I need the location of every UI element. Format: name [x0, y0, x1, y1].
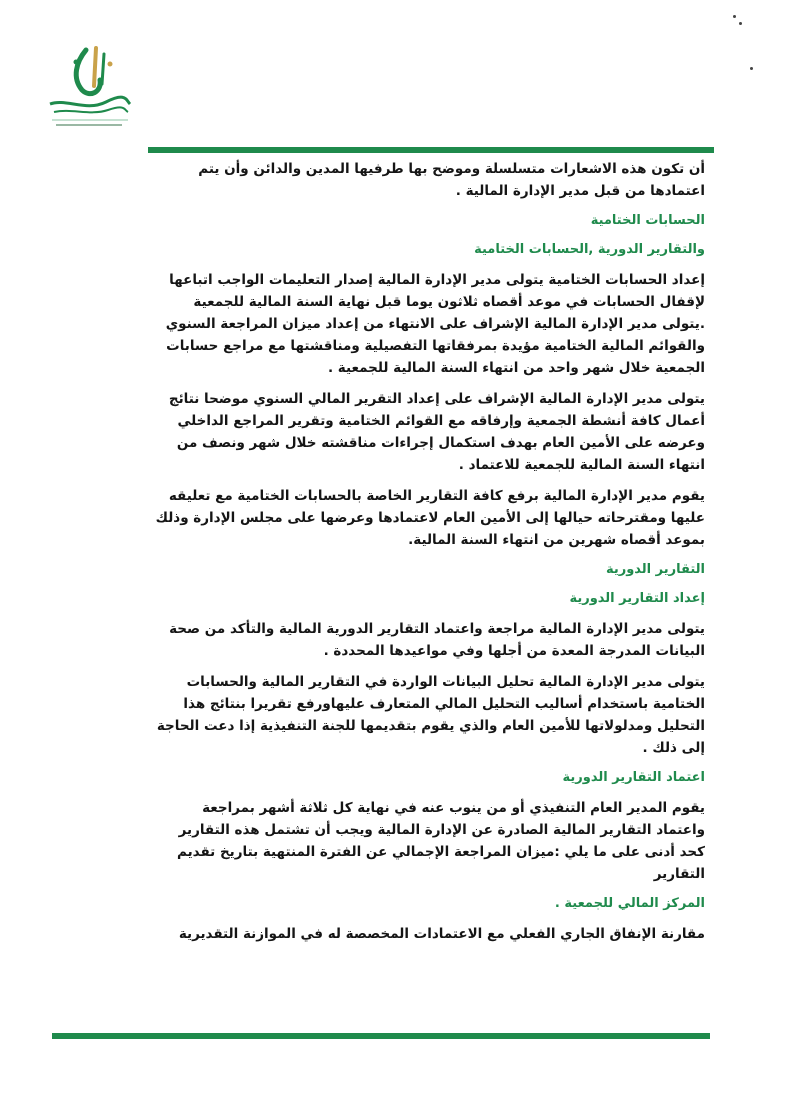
body-paragraph: يتولى مدير الإدارة المالية الإشراف على إعداد التقرير المالي السنوي موضحا نتائج أعمال كافة أنشطة الجمعية وإرفاقه مع القوائم الختامية وتقرير المراجع الداخلي وعرضه على الأمين العام بهدف استكمال إجراءات مناقشته خلال شهر ونصف من انتهاء السنة المالية للجمعية للاعتماد .	[168, 391, 705, 473]
body-paragraph: إعداد الحسابات الختامية يتولى مدير الإدارة المالية إصدار التعليمات الواجب اتباعها لإقفال الحسابات في موعد أقصاه ثلاثون يوما قبل نهاية السنة المالية للجمعية .يتولى مدير الإدارة المالية الإشراف على الانتهاء من إعداد ميزان المراجعة السنوي والقوائم المالية الختامية مؤيدة بمرفقاتها التفصيلية ومناقشتها مع مراجع حسابات الجمعية خلال شهر واحد من انتهاء السنة المالية للجمعية .	[165, 272, 705, 376]
footer-divider	[52, 1033, 710, 1039]
scan-speck	[739, 22, 742, 25]
document-body	[150, 158, 705, 954]
section-heading: المركز المالي للجمعية .	[554, 896, 705, 911]
body-paragraph: يقوم مدير الإدارة المالية برفع كافة التقارير الخاصة بالحسابات الختامية مع تعليقه عليها ومقترحاته حيالها إلى الأمين العام لاعتمادها وعرضها على مجلس الإدارة وذلك بموعد أقصاه شهرين من انتهاء السنة المالية.	[155, 488, 705, 548]
body-paragraph: يتولى مدير الإدارة المالية مراجعة واعتماد التقارير الدورية المالية والتأكد من صحة البيانات المدرجة المعدة من أجلها وفي مواعيدها المحددة .	[169, 621, 705, 659]
body-paragraph: يتولى مدير الإدارة المالية تحليل البيانات الواردة في التقارير المالية والحسابات الختامية باستخدام أساليب التحليل المالي المتعارف عليهاورفع تقريرا بنتائج هذا التحليل ومدلولاتها للأمين العام والذي يقوم بتقديمها للجنة التنفيذية إذا دعت الحاجة إلى ذلك .	[156, 674, 705, 756]
section-heading: اعتماد التقارير الدورية	[562, 770, 705, 785]
scan-speck	[750, 67, 753, 70]
body-paragraph: مقارنة الإنفاق الجاري الفعلي مع الاعتمادات المخصصة له في الموازنة التقديرية	[178, 926, 705, 942]
header-divider	[148, 147, 714, 153]
body-paragraph: يقوم المدير العام التنفيذي أو من ينوب عنه في نهاية كل ثلاثة أشهر بمراجعة واعتماد التقارير المالية الصادرة عن الإدارة المالية ويجب أن تشتمل هذه التقارير كحد أدنى على ما يلي :ميزان المراجعة الإجمالي عن الفترة المنتهية بتاريخ تقديم التقارير	[177, 800, 705, 882]
logo-emblem-icon	[46, 42, 132, 132]
section-heading: الحسابات الختامية	[590, 213, 705, 228]
scan-speck	[733, 15, 736, 18]
body-paragraph: أن تكون هذه الاشعارات متسلسلة وموضح بها طرفيها المدين والدائن وأن يتم اعتمادها من قبل مدير الإدارة المالية .	[198, 161, 705, 199]
organization-logo	[46, 42, 132, 132]
section-heading: إعداد التقارير الدورية	[569, 591, 705, 606]
section-heading: التقارير الدورية	[605, 562, 705, 577]
section-heading: والتقارير الدورية ,الحسابات الختامية	[474, 242, 705, 257]
